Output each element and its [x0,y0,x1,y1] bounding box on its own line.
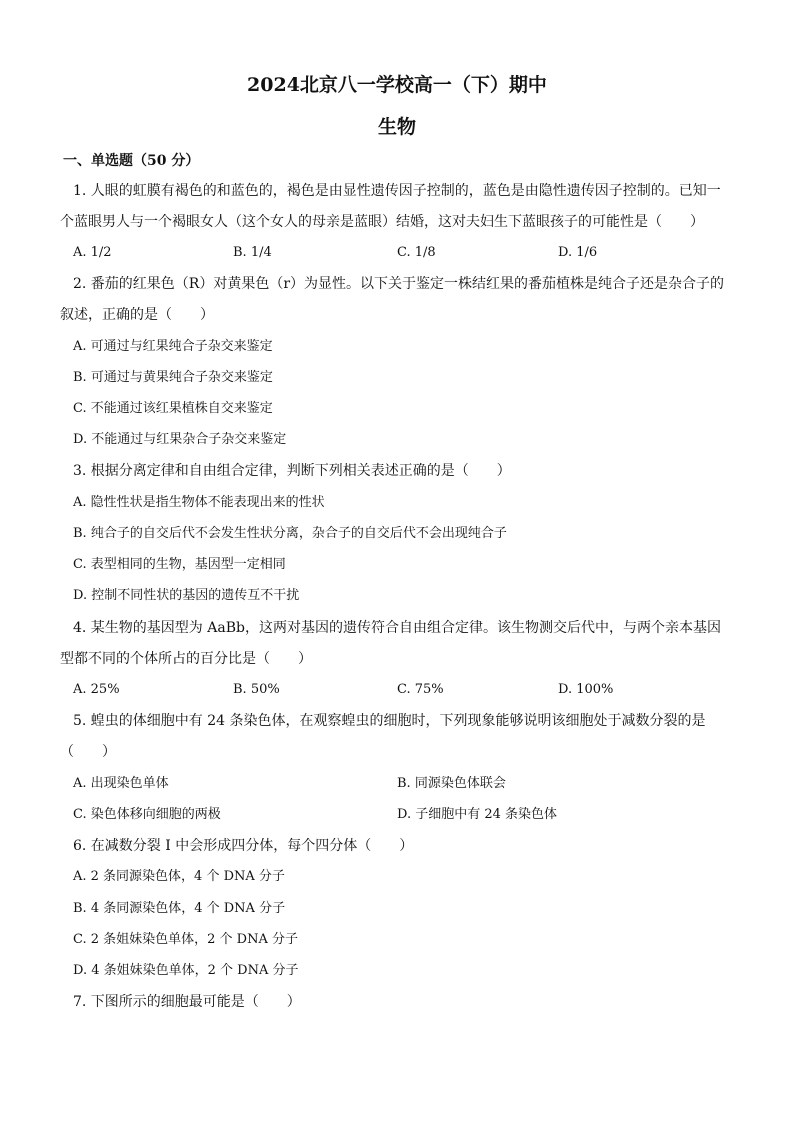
q6-option-b: B. 4 条同源染色体，4 个 DNA 分子 [73,901,286,916]
q5-line2: （ ） [60,744,116,760]
q2-option-a: A. 可通过与红果纯合子杂交来鉴定 [73,339,273,354]
q1-line2: 个蓝眼男人与一个褐眼女人（这个女人的母亲是蓝眼）结婚，这对夫妇生下蓝眼孩子的可能性是（ ） [60,214,704,230]
q6-line1: 6. 在减数分裂 I 中会形成四分体，每个四分体（ ） [73,838,414,854]
q6-option-d: D. 4 条姐妹染色单体，2 个 DNA 分子 [73,963,299,978]
section-heading: 一、单选题（50 分） [63,153,200,169]
q5-option-d: D. 子细胞中有 24 条染色体 [397,807,558,822]
q1-option-d: D. 1/6 [558,245,598,260]
q2-option-b: B. 可通过与黄果纯合子杂交来鉴定 [73,370,273,385]
q5-option-b: B. 同源染色体联会 [397,776,506,791]
q3-option-b: B. 纯合子的自交后代不会发生性状分离，杂合子的自交后代不会出现纯合子 [73,526,507,541]
q2-option-d: D. 不能通过与红果杂合子杂交来鉴定 [73,432,287,447]
q2-option-c: C. 不能通过该红果植株自交来鉴定 [73,401,273,416]
q5-line1: 5. 蝗虫的体细胞中有 24 条染色体，在观察蝗虫的细胞时，下列现象能够说明该细胞处于减数分裂的是 [73,713,706,729]
q3-option-a: A. 隐性性状是指生物体不能表现出来的性状 [73,495,325,510]
q7-line1: 7. 下图所示的细胞最可能是（ ） [73,994,301,1010]
subject-title: 生物 [377,116,416,138]
q3-option-d: D. 控制不同性状的基因的遗传互不干扰 [73,588,300,603]
q4-line2: 型都不同的个体所占的百分比是（ ） [60,651,312,667]
q1-option-c: C. 1/8 [397,245,436,260]
exam-title: 2024北京八一学校高一（下）期中 [247,74,547,96]
q4-option-c: C. 75% [397,682,444,697]
q6-option-c: C. 2 条姐妹染色单体，2 个 DNA 分子 [73,932,299,947]
q3-option-c: C. 表型相同的生物，基因型一定相同 [73,557,286,572]
q4-option-b: B. 50% [233,682,280,697]
q6-option-a: A. 2 条同源染色体，4 个 DNA 分子 [73,869,285,884]
q4-line1: 4. 某生物的基因型为 AaBb，这两对基因的遗传符合自由组合定律。该生物测交后代中，与两个亲本基因 [73,620,721,636]
q4-option-a: A. 25% [73,682,120,697]
q5-option-c: C. 染色体移向细胞的两极 [73,807,221,822]
q4-option-d: D. 100% [558,682,614,697]
q1-option-b: B. 1/4 [233,245,272,260]
q5-option-a: A. 出现染色单体 [73,776,169,791]
q1-line1: 1. 人眼的虹膜有褐色的和蓝色的，褐色是由显性遗传因子控制的，蓝色是由隐性遗传因子控制的。已知一 [73,183,721,199]
q3-line1: 3. 根据分离定律和自由组合定律，判断下列相关表述正确的是（ ） [73,463,511,479]
q1-option-a: A. 1/2 [73,245,112,260]
q2-line1: 2. 番茄的红果色（R）对黄果色（r）为显性。以下关于鉴定一株结红果的番茄植株是纯合子还是杂合子的 [73,276,725,292]
q2-line2: 叙述，正确的是（ ） [60,307,214,323]
